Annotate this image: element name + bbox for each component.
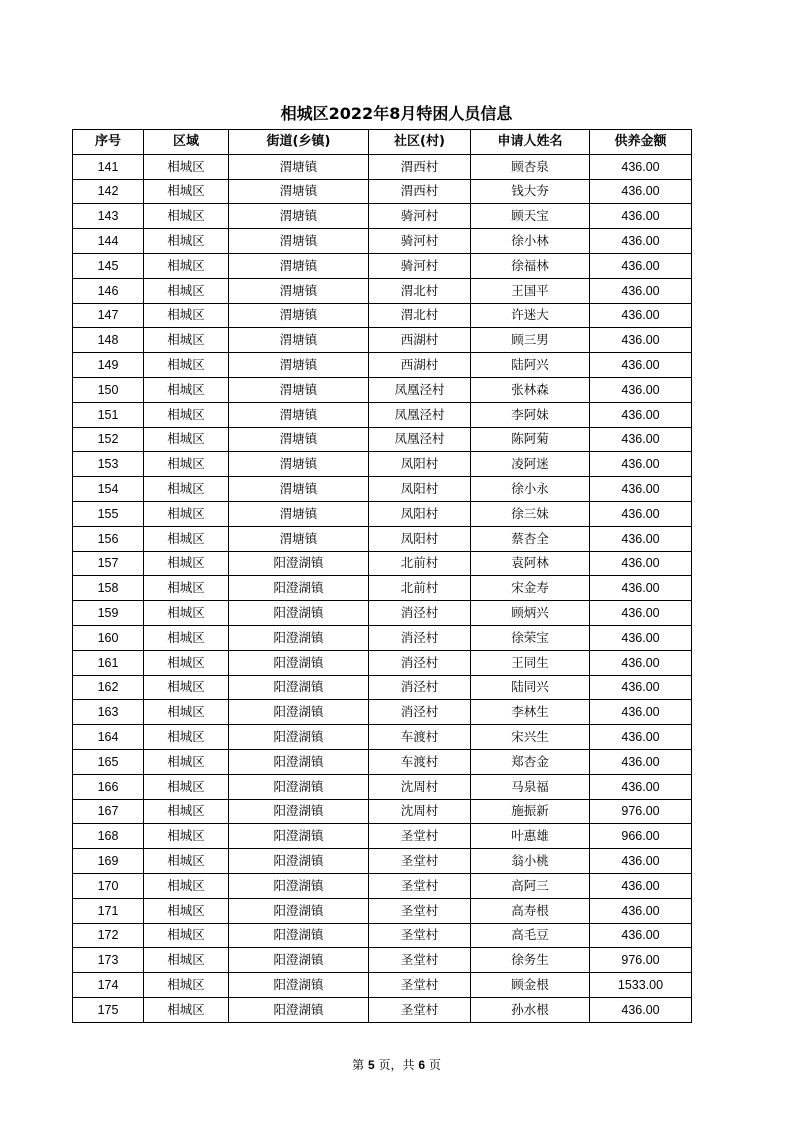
cell-applicant: 袁阿林 (471, 551, 590, 576)
cell-community: 渭北村 (369, 303, 471, 328)
cell-street: 阳澄湖镇 (229, 824, 369, 849)
cell-applicant: 叶惠雄 (471, 824, 590, 849)
cell-seq: 169 (73, 849, 144, 874)
cell-community: 西湖村 (369, 353, 471, 378)
cell-amount: 436.00 (590, 849, 692, 874)
cell-district: 相城区 (144, 973, 229, 998)
cell-street: 渭塘镇 (229, 501, 369, 526)
cell-community: 圣堂村 (369, 873, 471, 898)
cell-applicant: 顾炳兴 (471, 601, 590, 626)
cell-street: 阳澄湖镇 (229, 749, 369, 774)
cell-district: 相城区 (144, 849, 229, 874)
cell-amount: 436.00 (590, 204, 692, 229)
cell-district: 相城区 (144, 303, 229, 328)
cell-district: 相城区 (144, 774, 229, 799)
cell-applicant: 顾天宝 (471, 204, 590, 229)
column-header: 供养金额 (590, 130, 692, 155)
cell-amount: 976.00 (590, 948, 692, 973)
cell-community: 圣堂村 (369, 923, 471, 948)
cell-street: 阳澄湖镇 (229, 675, 369, 700)
cell-district: 相城区 (144, 154, 229, 179)
column-header: 区域 (144, 130, 229, 155)
cell-district: 相城区 (144, 204, 229, 229)
cell-community: 凤阳村 (369, 501, 471, 526)
cell-street: 渭塘镇 (229, 477, 369, 502)
cell-district: 相城区 (144, 625, 229, 650)
cell-district: 相城区 (144, 353, 229, 378)
table-row (73, 997, 692, 1022)
cell-amount: 436.00 (590, 700, 692, 725)
cell-applicant: 顾三男 (471, 328, 590, 353)
cell-amount: 436.00 (590, 625, 692, 650)
cell-seq: 170 (73, 873, 144, 898)
cell-amount: 436.00 (590, 179, 692, 204)
cell-applicant: 马泉福 (471, 774, 590, 799)
cell-seq: 168 (73, 824, 144, 849)
page-title: 相城区2022年8月特困人员信息 (280, 104, 513, 123)
cell-community: 消泾村 (369, 700, 471, 725)
cell-street: 渭塘镇 (229, 154, 369, 179)
footer-page-number: 5 (367, 1058, 375, 1072)
cell-street: 阳澄湖镇 (229, 873, 369, 898)
cell-district: 相城区 (144, 402, 229, 427)
cell-amount: 436.00 (590, 501, 692, 526)
cell-seq: 158 (73, 576, 144, 601)
table-row (73, 278, 692, 303)
cell-street: 阳澄湖镇 (229, 997, 369, 1022)
cell-community: 车渡村 (369, 749, 471, 774)
cell-seq: 141 (73, 154, 144, 179)
cell-amount: 436.00 (590, 452, 692, 477)
cell-community: 西湖村 (369, 328, 471, 353)
cell-applicant: 许迷大 (471, 303, 590, 328)
cell-street: 渭塘镇 (229, 278, 369, 303)
cell-street: 阳澄湖镇 (229, 898, 369, 923)
table-row (73, 799, 692, 824)
cell-community: 圣堂村 (369, 824, 471, 849)
cell-district: 相城区 (144, 328, 229, 353)
cell-seq: 148 (73, 328, 144, 353)
cell-amount: 436.00 (590, 650, 692, 675)
cell-amount: 436.00 (590, 601, 692, 626)
cell-community: 消泾村 (369, 625, 471, 650)
cell-street: 阳澄湖镇 (229, 799, 369, 824)
cell-district: 相城区 (144, 452, 229, 477)
table-row (73, 253, 692, 278)
cell-seq: 161 (73, 650, 144, 675)
cell-street: 渭塘镇 (229, 204, 369, 229)
cell-seq: 173 (73, 948, 144, 973)
cell-seq: 150 (73, 377, 144, 402)
cell-district: 相城区 (144, 278, 229, 303)
cell-street: 渭塘镇 (229, 353, 369, 378)
table-row (73, 774, 692, 799)
cell-community: 北前村 (369, 551, 471, 576)
cell-community: 圣堂村 (369, 898, 471, 923)
cell-applicant: 郑杏金 (471, 749, 590, 774)
cell-applicant: 高毛豆 (471, 923, 590, 948)
table-row (73, 179, 692, 204)
cell-amount: 1533.00 (590, 973, 692, 998)
cell-district: 相城区 (144, 948, 229, 973)
cell-applicant: 徐务生 (471, 948, 590, 973)
cell-seq: 154 (73, 477, 144, 502)
cell-street: 渭塘镇 (229, 452, 369, 477)
cell-amount: 436.00 (590, 353, 692, 378)
column-header: 序号 (73, 130, 144, 155)
cell-street: 渭塘镇 (229, 402, 369, 427)
cell-applicant: 高寿根 (471, 898, 590, 923)
table-row (73, 725, 692, 750)
cell-community: 圣堂村 (369, 973, 471, 998)
cell-community: 凤凰泾村 (369, 377, 471, 402)
table-row (73, 625, 692, 650)
cell-amount: 436.00 (590, 229, 692, 254)
cell-district: 相城区 (144, 576, 229, 601)
cell-community: 渭北村 (369, 278, 471, 303)
table-row (73, 601, 692, 626)
cell-applicant: 顾金根 (471, 973, 590, 998)
table-row (73, 898, 692, 923)
cell-seq: 160 (73, 625, 144, 650)
cell-street: 渭塘镇 (229, 526, 369, 551)
cell-applicant: 陆阿兴 (471, 353, 590, 378)
cell-district: 相城区 (144, 601, 229, 626)
cell-street: 渭塘镇 (229, 427, 369, 452)
page-footer (0, 1057, 793, 1073)
cell-community: 圣堂村 (369, 948, 471, 973)
cell-applicant: 宋金寿 (471, 576, 590, 601)
cell-seq: 153 (73, 452, 144, 477)
cell-street: 阳澄湖镇 (229, 700, 369, 725)
cell-amount: 436.00 (590, 898, 692, 923)
cell-amount: 436.00 (590, 526, 692, 551)
cell-community: 骑河村 (369, 204, 471, 229)
cell-community: 沈周村 (369, 774, 471, 799)
cell-district: 相城区 (144, 501, 229, 526)
table-row (73, 973, 692, 998)
cell-applicant: 陆同兴 (471, 675, 590, 700)
cell-community: 消泾村 (369, 675, 471, 700)
cell-amount: 976.00 (590, 799, 692, 824)
cell-community: 凤凰泾村 (369, 402, 471, 427)
cell-district: 相城区 (144, 477, 229, 502)
column-header: 街道(乡镇) (229, 130, 369, 155)
column-header: 申请人姓名 (471, 130, 590, 155)
cell-street: 阳澄湖镇 (229, 601, 369, 626)
cell-community: 车渡村 (369, 725, 471, 750)
table-header-row (73, 130, 692, 155)
cell-applicant: 徐小永 (471, 477, 590, 502)
table-row (73, 377, 692, 402)
cell-seq: 172 (73, 923, 144, 948)
cell-street: 渭塘镇 (229, 229, 369, 254)
cell-applicant: 王国平 (471, 278, 590, 303)
cell-amount: 436.00 (590, 873, 692, 898)
cell-district: 相城区 (144, 873, 229, 898)
cell-community: 凤阳村 (369, 526, 471, 551)
cell-amount: 436.00 (590, 477, 692, 502)
cell-amount: 436.00 (590, 253, 692, 278)
cell-community: 消泾村 (369, 601, 471, 626)
cell-district: 相城区 (144, 997, 229, 1022)
table-row (73, 824, 692, 849)
table-row (73, 204, 692, 229)
cell-street: 阳澄湖镇 (229, 625, 369, 650)
cell-applicant: 陈阿菊 (471, 427, 590, 452)
cell-district: 相城区 (144, 799, 229, 824)
cell-community: 渭西村 (369, 154, 471, 179)
cell-street: 阳澄湖镇 (229, 923, 369, 948)
cell-community: 圣堂村 (369, 849, 471, 874)
cell-street: 阳澄湖镇 (229, 774, 369, 799)
cell-community: 北前村 (369, 576, 471, 601)
cell-seq: 145 (73, 253, 144, 278)
table-row (73, 948, 692, 973)
cell-applicant: 王同生 (471, 650, 590, 675)
cell-seq: 163 (73, 700, 144, 725)
cell-seq: 167 (73, 799, 144, 824)
table-row (73, 402, 692, 427)
cell-applicant: 徐三妹 (471, 501, 590, 526)
cell-street: 渭塘镇 (229, 377, 369, 402)
table-row (73, 551, 692, 576)
table-row (73, 749, 692, 774)
cell-district: 相城区 (144, 675, 229, 700)
cell-amount: 436.00 (590, 278, 692, 303)
cell-applicant: 高阿三 (471, 873, 590, 898)
cell-street: 阳澄湖镇 (229, 576, 369, 601)
cell-amount: 436.00 (590, 303, 692, 328)
footer-suffix: 页 (425, 1058, 441, 1072)
cell-seq: 152 (73, 427, 144, 452)
cell-applicant: 徐荣宝 (471, 625, 590, 650)
cell-amount: 436.00 (590, 427, 692, 452)
cell-district: 相城区 (144, 898, 229, 923)
cell-amount: 436.00 (590, 675, 692, 700)
cell-district: 相城区 (144, 179, 229, 204)
cell-district: 相城区 (144, 725, 229, 750)
table-row (73, 873, 692, 898)
cell-street: 阳澄湖镇 (229, 973, 369, 998)
cell-seq: 162 (73, 675, 144, 700)
cell-district: 相城区 (144, 253, 229, 278)
cell-district: 相城区 (144, 923, 229, 948)
table-row (73, 427, 692, 452)
cell-district: 相城区 (144, 700, 229, 725)
cell-community: 凤阳村 (369, 452, 471, 477)
cell-street: 阳澄湖镇 (229, 650, 369, 675)
cell-seq: 175 (73, 997, 144, 1022)
cell-district: 相城区 (144, 427, 229, 452)
cell-amount: 436.00 (590, 997, 692, 1022)
table-row (73, 526, 692, 551)
cell-district: 相城区 (144, 551, 229, 576)
cell-seq: 144 (73, 229, 144, 254)
cell-applicant: 李林生 (471, 700, 590, 725)
cell-seq: 151 (73, 402, 144, 427)
info-table (72, 129, 692, 1023)
cell-amount: 436.00 (590, 377, 692, 402)
cell-amount: 436.00 (590, 749, 692, 774)
cell-applicant: 翁小桃 (471, 849, 590, 874)
cell-applicant: 凌阿迷 (471, 452, 590, 477)
cell-applicant: 钱大夯 (471, 179, 590, 204)
cell-seq: 157 (73, 551, 144, 576)
cell-community: 消泾村 (369, 650, 471, 675)
cell-street: 渭塘镇 (229, 303, 369, 328)
table-row (73, 923, 692, 948)
cell-district: 相城区 (144, 229, 229, 254)
cell-amount: 436.00 (590, 402, 692, 427)
column-header: 社区(村) (369, 130, 471, 155)
cell-seq: 166 (73, 774, 144, 799)
cell-amount: 436.00 (590, 576, 692, 601)
cell-seq: 165 (73, 749, 144, 774)
cell-seq: 171 (73, 898, 144, 923)
table-row (73, 154, 692, 179)
table-row (73, 229, 692, 254)
cell-district: 相城区 (144, 824, 229, 849)
cell-seq: 149 (73, 353, 144, 378)
cell-district: 相城区 (144, 377, 229, 402)
cell-district: 相城区 (144, 749, 229, 774)
cell-community: 骑河村 (369, 229, 471, 254)
footer-middle: 页，共 (374, 1058, 419, 1072)
cell-community: 骑河村 (369, 253, 471, 278)
table-row (73, 849, 692, 874)
cell-applicant: 蔡杏全 (471, 526, 590, 551)
cell-applicant: 张林森 (471, 377, 590, 402)
cell-seq: 164 (73, 725, 144, 750)
cell-district: 相城区 (144, 650, 229, 675)
table-row (73, 501, 692, 526)
cell-applicant: 李阿妹 (471, 402, 590, 427)
cell-applicant: 孙水根 (471, 997, 590, 1022)
footer-prefix: 第 (352, 1058, 368, 1072)
cell-applicant: 施振新 (471, 799, 590, 824)
cell-amount: 436.00 (590, 774, 692, 799)
table-row (73, 303, 692, 328)
cell-applicant: 徐小林 (471, 229, 590, 254)
table-row (73, 452, 692, 477)
cell-community: 沈周村 (369, 799, 471, 824)
cell-community: 圣堂村 (369, 997, 471, 1022)
cell-community: 渭西村 (369, 179, 471, 204)
cell-street: 渭塘镇 (229, 179, 369, 204)
cell-street: 阳澄湖镇 (229, 948, 369, 973)
table-row (73, 353, 692, 378)
table-body (73, 154, 692, 1022)
cell-street: 阳澄湖镇 (229, 725, 369, 750)
cell-amount: 436.00 (590, 328, 692, 353)
cell-amount: 436.00 (590, 725, 692, 750)
cell-district: 相城区 (144, 526, 229, 551)
cell-street: 阳澄湖镇 (229, 849, 369, 874)
table-row (73, 328, 692, 353)
cell-community: 凤阳村 (369, 477, 471, 502)
table-row (73, 650, 692, 675)
cell-amount: 966.00 (590, 824, 692, 849)
table-row (73, 576, 692, 601)
cell-seq: 174 (73, 973, 144, 998)
table-row (73, 675, 692, 700)
cell-seq: 143 (73, 204, 144, 229)
cell-seq: 142 (73, 179, 144, 204)
cell-community: 凤凰泾村 (369, 427, 471, 452)
cell-amount: 436.00 (590, 154, 692, 179)
cell-applicant: 宋兴生 (471, 725, 590, 750)
cell-seq: 159 (73, 601, 144, 626)
table-row (73, 700, 692, 725)
cell-seq: 147 (73, 303, 144, 328)
cell-seq: 156 (73, 526, 144, 551)
cell-applicant: 顾杏泉 (471, 154, 590, 179)
cell-street: 阳澄湖镇 (229, 551, 369, 576)
table-row (73, 477, 692, 502)
footer-total-pages: 6 (418, 1058, 425, 1072)
cell-seq: 146 (73, 278, 144, 303)
cell-applicant: 徐福林 (471, 253, 590, 278)
cell-street: 渭塘镇 (229, 253, 369, 278)
cell-amount: 436.00 (590, 923, 692, 948)
cell-amount: 436.00 (590, 551, 692, 576)
cell-street: 渭塘镇 (229, 328, 369, 353)
cell-seq: 155 (73, 501, 144, 526)
